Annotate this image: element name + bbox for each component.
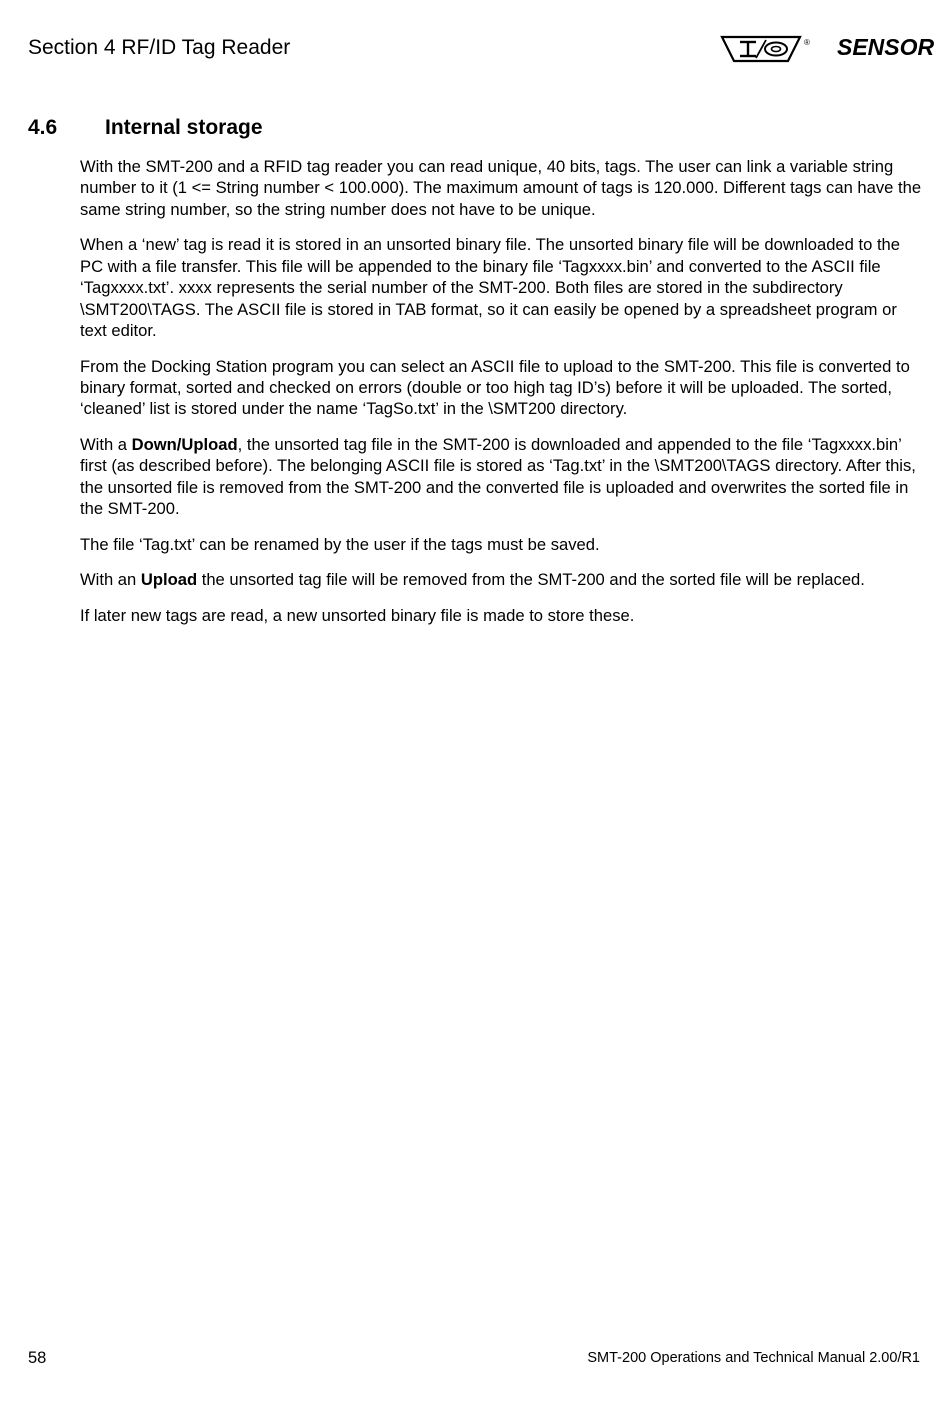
- paragraph-4-rest: , the unsorted tag file in the SMT-200 is downloaded and appended to the file ‘Tagxxxx.bin’ first (as described before). The belonging ASCII file is stored as ‘Tag.txt’ in the \SMT200\TAGS directory. After this, the unsorted file is removed from the SMT-200 and the converted file is uploaded and overwrites the sorted file in the SMT-200.: [80, 435, 916, 519]
- paragraph-4-lead: With a: [80, 435, 132, 455]
- paragraph-5: The file ‘Tag.txt’ can be renamed by the user if the tags must be saved.: [80, 534, 600, 554]
- paragraph-6-lead: With an: [80, 570, 141, 590]
- body-content: [80, 156, 922, 641]
- page-number: 58: [28, 1349, 47, 1367]
- io-sensor-logo-icon: [720, 34, 812, 64]
- paragraph-3: From the Docking Station program you can select an ASCII file to upload to the SMT-200. This file is converted to binary format, sorted and checked on errors (double or too high tag ID’s) before it will be uploaded. The sorted, ‘cleaned’ list is stored under the name ‘TagSo.txt’ in the \SMT200 directory.: [80, 356, 910, 419]
- brand-name: SENSOR: [837, 34, 935, 60]
- paragraph-6-rest: the unsorted tag file will be removed from the SMT-200 and the sorted file will be replaced.: [197, 570, 865, 590]
- paragraph-6-bold: Upload: [140, 570, 198, 590]
- heading-title: Internal storage: [105, 116, 263, 139]
- paragraph-2: When a ‘new’ tag is read it is stored in an unsorted binary file. The unsorted binary file will be downloaded to the PC with a file transfer. This file will be appended to the binary file ‘Tagxxxx.bin’ and converted to the ASCII file ‘Tagxxxx.txt’. xxxx represents the serial number of the SMT-200. Both files are stored in the subdirectory \SMT200\TAGS. The ASCII file is stored in TAB format, so it can easily be opened by a spreadsheet program or text editor.: [80, 235, 901, 341]
- paragraph-7: If later new tags are read, a new unsorted binary file is made to store these.: [80, 606, 635, 626]
- paragraph-6: [80, 569, 922, 590]
- paragraph-4-bold: Down/Upload: [131, 435, 238, 455]
- heading-number: 4.6: [28, 116, 58, 139]
- footer-document-title: SMT-200 Operations and Technical Manual 2.00/R1: [587, 1350, 920, 1366]
- section-header: Section 4 RF/ID Tag Reader: [28, 36, 291, 59]
- section-heading: [28, 116, 263, 140]
- paragraph-1: With the SMT-200 and a RFID tag reader you can read unique, 40 bits, tags. The user can link a variable string number to it (1 <= String number < 100.000). The maximum amount of tags is 120.000. Different tags can have the same string number, so the string number does not have to be unique.: [80, 157, 922, 219]
- paragraph-4: [80, 434, 922, 520]
- registered-mark: ®: [804, 38, 810, 47]
